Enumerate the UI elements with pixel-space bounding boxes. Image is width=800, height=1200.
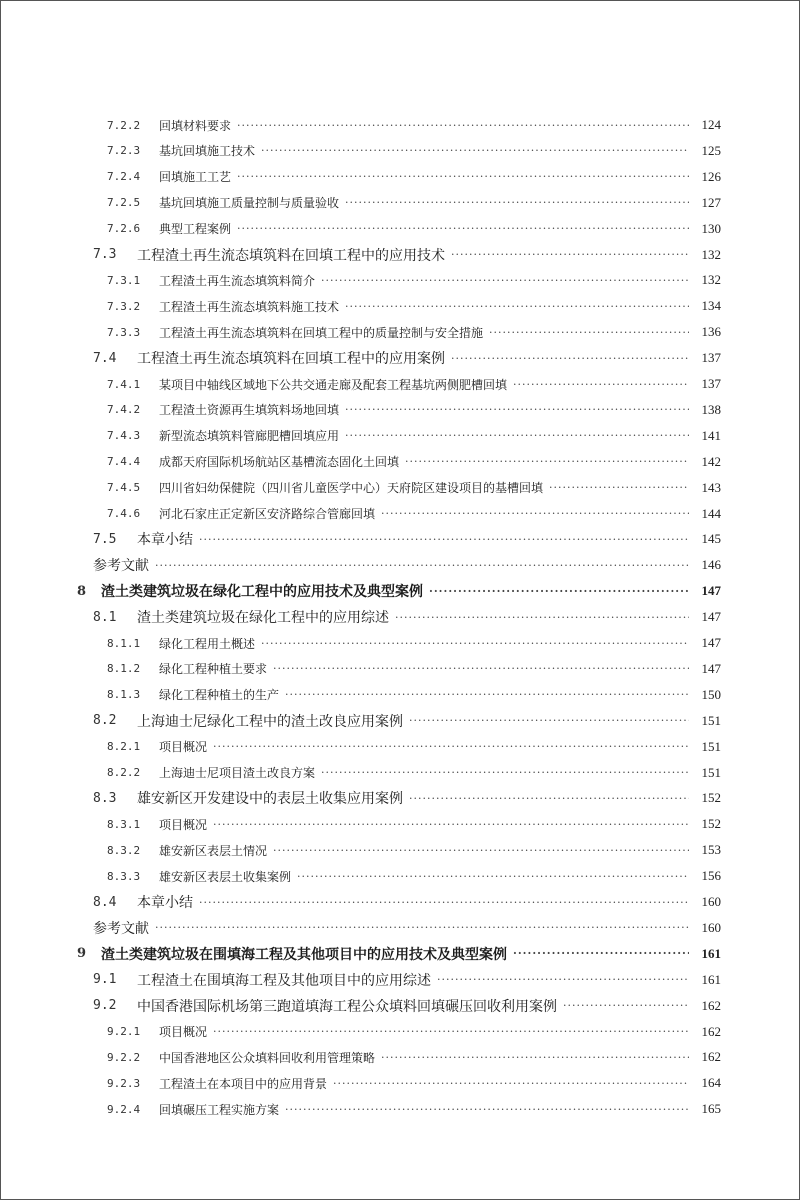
toc-entry-page: 152: [701, 816, 721, 832]
toc-entry: [107, 425, 721, 447]
toc-leader-dots: [321, 275, 689, 286]
toc-entry: [107, 269, 721, 291]
toc-entry-number: 9: [77, 946, 87, 962]
toc-entry: [93, 244, 721, 266]
toc-leader-dots: [381, 508, 689, 519]
toc-entry-number: 8.2.1: [107, 740, 141, 754]
toc-leader-dots: [285, 689, 689, 700]
toc-entry: [107, 1098, 721, 1120]
toc-entry-page: 125: [701, 142, 721, 158]
toc-entry: [93, 995, 721, 1017]
toc-entry-number: 8.4: [93, 894, 117, 910]
toc-leader-dots: [261, 638, 689, 649]
toc-entry-title: 渣土类建筑垃圾在围填海工程及其他项目中的应用技术及典型案例: [101, 946, 507, 963]
toc-entry-title: 绿化工程种植土要求: [159, 662, 268, 677]
toc-entry-title: 典型工程案例: [159, 222, 232, 237]
toc-entry-title: 本章小结: [137, 532, 193, 549]
toc-entry-page: 141: [701, 427, 721, 443]
toc-references-entry: [93, 554, 721, 576]
toc-entry-page: 143: [701, 479, 721, 495]
toc-leader-dots: [549, 482, 689, 493]
toc-entry-page: 147: [701, 583, 721, 599]
toc-entry-number: 9.2: [93, 998, 117, 1014]
toc-leader-dots: [345, 301, 689, 312]
toc-entry-title: 参考文献: [93, 920, 149, 937]
toc-leader-dots: [199, 897, 689, 908]
toc-entry-title: 绿化工程用土概述: [159, 636, 256, 651]
toc-entry-title: 回填施工工艺: [159, 170, 232, 185]
toc-entry: [93, 606, 721, 628]
toc-entry-number: 7.3.3: [107, 325, 141, 339]
toc-leader-dots: [333, 1078, 689, 1089]
toc-entry-page: 160: [701, 919, 721, 935]
toc-entry-number: 9.2.2: [107, 1050, 141, 1064]
toc-entry: [107, 477, 721, 499]
toc-entry-title: 渣土类建筑垃圾在绿化工程中的应用综述: [137, 610, 389, 627]
toc-leader-dots: [345, 197, 689, 208]
toc-leader-dots: [155, 560, 689, 571]
toc-leader-dots: [261, 145, 689, 156]
toc-leader-dots: [513, 379, 689, 390]
toc-entry-title: 本章小结: [137, 895, 193, 911]
toc-leader-dots: [381, 1052, 689, 1063]
toc-entry: [107, 736, 721, 758]
toc-entry: [107, 813, 721, 835]
toc-entry-title: 项目概况: [159, 817, 208, 832]
toc-entry-number: 7.2.6: [107, 222, 141, 236]
toc-entry: [107, 684, 721, 706]
toc-entry-page: 138: [701, 401, 721, 417]
toc-entry-page: 126: [701, 168, 721, 184]
toc-entry-title: 项目概况: [159, 740, 208, 755]
toc-entry: [107, 865, 721, 887]
toc-leader-dots: [321, 767, 689, 778]
toc-leader-dots: [489, 327, 689, 338]
toc-entry-number: 8: [77, 583, 87, 599]
toc-entry-title: 新型流态填筑料管廊肥槽回填应用: [159, 429, 340, 444]
toc-entry: [107, 658, 721, 680]
toc-entry-number: 8.1.2: [107, 662, 141, 676]
toc-entry-title: 上海迪士尼项目渣土改良方案: [159, 766, 316, 780]
toc-entry-page: 147: [701, 660, 721, 676]
toc-leader-dots: [429, 586, 689, 597]
toc-leader-dots: [273, 663, 689, 674]
toc-entry-number: 7.3.1: [107, 273, 141, 287]
toc-entry-number: 7.4.4: [107, 455, 141, 469]
toc-entry-page: 151: [701, 764, 721, 780]
toc-entry: [107, 114, 721, 136]
toc-leader-dots: [199, 534, 689, 545]
toc-entry-page: 165: [701, 1101, 721, 1117]
toc-entry: [107, 140, 721, 162]
toc-entry: [107, 295, 721, 317]
toc-entry-title: 上海迪士尼绿化工程中的渣土改良应用案例: [137, 713, 403, 730]
toc-entry-title: 工程渣土再生流态填筑料在回填工程中的应用技术: [137, 247, 445, 264]
toc-leader-dots: [285, 1104, 689, 1115]
toc-entry-number: 8.2.2: [107, 766, 141, 779]
toc-entry-title: 工程渣土资源再生填筑料场地回填: [159, 403, 340, 418]
toc-entry-title: 绿化工程种植土的生产: [159, 688, 280, 703]
toc-entry-number: 8.3: [93, 790, 117, 806]
toc-entry: [107, 503, 721, 525]
toc-entry-title: 河北石家庄正定新区安济路综合管廊回填: [159, 507, 376, 521]
toc-leader-dots: [273, 845, 689, 856]
toc-entry: [107, 321, 721, 343]
toc-entry-title: 工程渣土在本项目中的应用背景: [159, 1076, 328, 1091]
toc-entry-title: 工程渣土再生流态填筑料简介: [159, 273, 316, 288]
toc-entry-title: 渣土类建筑垃圾在绿化工程中的应用技术及典型案例: [101, 584, 423, 601]
toc-entry-number: 7.4: [93, 350, 117, 366]
toc-entry-number: 7.5: [93, 531, 117, 547]
toc-leader-dots: [451, 249, 689, 260]
toc-entry-number: 9.2.4: [107, 1102, 141, 1116]
toc-entry-number: 8.1.3: [107, 688, 141, 702]
toc-entry-page: 147: [701, 635, 721, 650]
toc-entry-title: 工程渣土再生流态填筑料在回填工程中的质量控制与安全措施: [159, 325, 484, 340]
toc-entry: [107, 166, 721, 188]
toc-entry: [107, 399, 721, 421]
toc-entry: [107, 839, 721, 861]
toc-entry: [93, 710, 721, 732]
toc-entry-page: 162: [701, 997, 721, 1013]
toc-leader-dots: [395, 612, 689, 623]
toc-entry-page: 160: [701, 894, 721, 909]
toc-entry: [107, 1046, 721, 1068]
toc-entry-number: 8.1.1: [107, 636, 141, 650]
toc-entry-page: 161: [701, 945, 721, 961]
toc-entry-page: 132: [701, 246, 721, 262]
toc-entry-page: 164: [701, 1075, 721, 1091]
toc-entry-page: 144: [701, 505, 721, 521]
toc-entry-title: 中国香港地区公众填料回收利用管理策略: [159, 1050, 376, 1065]
toc-entry-page: 150: [701, 686, 721, 702]
toc-entry-title: 基坑回填施工技术: [159, 144, 256, 159]
toc-entry-page: 127: [701, 194, 721, 210]
toc-entry-number: 7.4.2: [107, 403, 141, 417]
toc-entry-number: 9.2.3: [107, 1076, 141, 1090]
toc-leader-dots: [213, 1026, 689, 1037]
toc-entry-number: 7.4.6: [107, 507, 141, 520]
toc-entry-title: 中国香港国际机场第三跑道填海工程公众填料回填碾压回收利用案例: [137, 998, 557, 1015]
toc-entry: [107, 762, 721, 784]
toc-chapter-entry: [77, 580, 721, 602]
toc-entry-title: 某项目中轴线区域地下公共交通走廊及配套工程基坑两侧肥槽回填: [159, 377, 508, 392]
toc-chapter-entry: [77, 943, 721, 965]
toc-entry-title: 成都天府国际机场航站区基槽流态固化土回填: [159, 455, 400, 470]
toc-references-entry: [93, 917, 721, 939]
toc-entry-title: 工程渣土再生流态填筑料施工技术: [159, 299, 340, 314]
toc-leader-dots: [345, 404, 689, 415]
toc-entry: [93, 787, 721, 809]
toc-entry-page: 151: [701, 712, 721, 728]
toc-entry-title: 回填材料要求: [159, 118, 232, 133]
toc-leader-dots: [155, 922, 689, 933]
toc-entry: [107, 373, 721, 395]
toc-entry-page: 156: [701, 868, 721, 884]
toc-entry-number: 8.3.2: [107, 843, 141, 857]
toc-entry-page: 147: [701, 609, 721, 625]
toc-entry-page: 161: [701, 971, 721, 987]
toc-entry-page: 132: [701, 272, 721, 288]
toc-entry: [93, 528, 721, 550]
toc-leader-dots: [213, 741, 689, 752]
toc-entry-title: 雄安新区开发建设中的表层土收集应用案例: [137, 791, 403, 808]
toc-leader-dots: [297, 871, 689, 882]
toc-entry: [107, 1021, 721, 1043]
toc-entry-page: 130: [701, 220, 721, 236]
toc-leader-dots: [451, 353, 689, 364]
toc-leader-dots: [513, 948, 689, 959]
toc-entry-number: 7.4.1: [107, 377, 141, 391]
toc-entry-title: 基坑回填施工质量控制与质量验收: [159, 196, 340, 211]
toc-leader-dots: [409, 793, 689, 804]
toc-entry-title: 四川省妇幼保健院（四川省儿童医学中心）天府院区建设项目的基槽回填: [159, 481, 544, 496]
toc-entry-number: 7.4.5: [107, 481, 141, 495]
toc-entry-page: 145: [701, 531, 721, 547]
toc-leader-dots: [405, 456, 689, 467]
toc-entry-number: 8.1: [93, 609, 117, 625]
toc-entry-number: 7.4.3: [107, 429, 141, 443]
toc-entry-number: 8.2: [93, 713, 117, 729]
toc-entry-number: 8.3.3: [107, 869, 141, 883]
toc-entry-number: 7.2.2: [107, 118, 141, 132]
toc-leader-dots: [345, 430, 689, 441]
toc-leader-dots: [563, 1000, 689, 1011]
toc-entry-page: 137: [701, 350, 721, 366]
toc-entry-number: 9.1: [93, 972, 117, 988]
toc-entry-page: 162: [701, 1023, 721, 1039]
toc-entry: [107, 451, 721, 473]
toc-entry: [107, 192, 721, 214]
toc-leader-dots: [213, 819, 689, 830]
toc-entry-page: 152: [701, 790, 721, 806]
toc-entry-page: 162: [701, 1049, 721, 1065]
toc-entry-title: 项目概况: [159, 1025, 208, 1039]
toc-entry-number: 7.3.2: [107, 299, 141, 313]
toc-leader-dots: [437, 974, 689, 985]
toc-entry-page: 124: [701, 117, 721, 132]
toc-entry-number: 7.3: [93, 247, 117, 262]
toc-entry: [93, 891, 721, 913]
toc-leader-dots: [237, 171, 689, 182]
toc-entry-page: 153: [701, 842, 721, 858]
toc-entry-title: 回填碾压工程实施方案: [159, 1102, 280, 1117]
toc-entry: [107, 218, 721, 240]
toc-entry: [107, 1072, 721, 1094]
toc-entry-page: 134: [701, 298, 721, 314]
toc-entry: [93, 347, 721, 369]
toc-entry-title: 雄安新区表层土收集案例: [159, 869, 292, 884]
toc-leader-dots: [409, 715, 689, 726]
toc-entry: [107, 632, 721, 654]
toc-entry-number: 7.2.3: [107, 144, 141, 158]
toc-entry-number: 7.2.4: [107, 170, 141, 184]
toc-entry-page: 136: [701, 324, 721, 340]
toc-entry-number: 8.3.1: [107, 817, 141, 831]
toc-entry-number: 7.2.5: [107, 196, 141, 210]
toc-entry-title: 工程渣土在围填海工程及其他项目中的应用综述: [137, 972, 431, 989]
toc-leader-dots: [237, 223, 689, 234]
toc-entry-title: 雄安新区表层土情况: [159, 843, 268, 858]
toc-entry-page: 151: [701, 738, 721, 754]
toc-entry: [93, 969, 721, 991]
toc-entry-number: 9.2.1: [107, 1025, 141, 1038]
toc-entry-title: 参考文献: [93, 558, 149, 575]
toc-leader-dots: [237, 120, 689, 131]
toc-entry-page: 146: [701, 557, 721, 573]
toc-entry-page: 137: [701, 376, 721, 391]
toc-entry-page: 142: [701, 453, 721, 469]
toc-entry-title: 工程渣土再生流态填筑料在回填工程中的应用案例: [137, 351, 445, 368]
